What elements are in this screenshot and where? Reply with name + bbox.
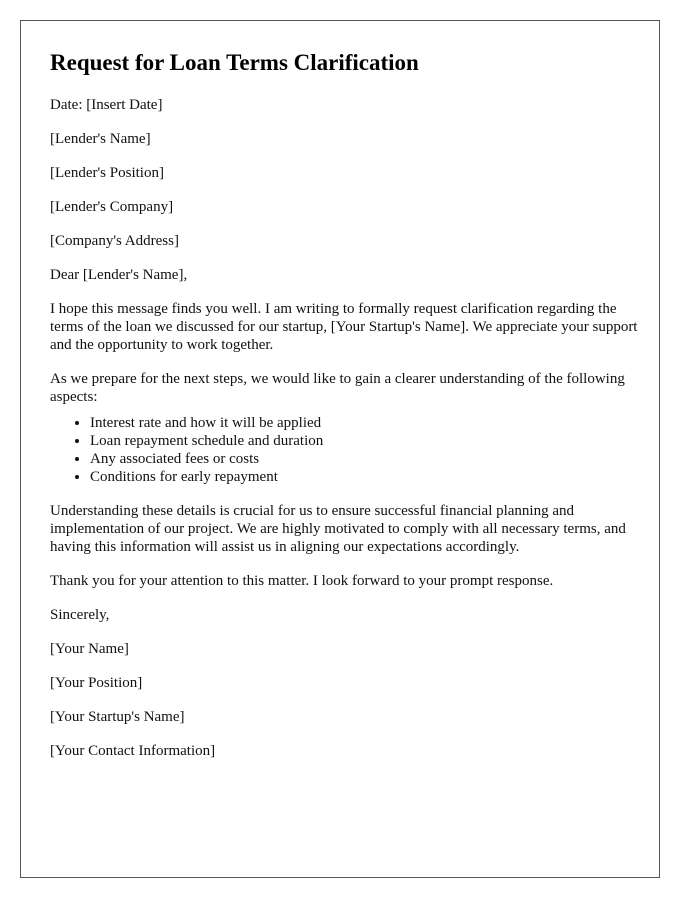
intro-paragraph: I hope this message finds you well. I am writing to formally request clarification regarding the terms of the loan we discussed for our startup, [Your Startup's Name]. We appreciate your support and the opportunity to work together. <box>50 301 638 353</box>
recipient-address: [Company's Address] <box>50 233 179 249</box>
recipient-name: [Lender's Name] <box>50 131 151 147</box>
letter-page <box>20 20 660 878</box>
list-item: • Conditions for early repayment <box>90 468 638 486</box>
list-item: • Any associated fees or costs <box>90 450 638 468</box>
aspects-list <box>50 414 638 486</box>
thanks-paragraph: Thank you for your attention to this matter. I look forward to your prompt response. <box>50 573 554 589</box>
list-item: • Loan repayment schedule and duration <box>90 432 638 450</box>
salutation: Dear [Lender's Name], <box>50 267 188 283</box>
date-line: Date: [Insert Date] <box>50 97 163 113</box>
signature-contact: [Your Contact Information] <box>50 743 216 759</box>
letter-content <box>50 49 638 776</box>
details-paragraph: Understanding these details is crucial for us to ensure successful financial planning and implementation of our project. We are highly motivated to comply with all necessary terms, and having this information will assist us in aligning our expectations accordingly. <box>50 503 626 555</box>
recipient-position: [Lender's Position] <box>50 165 164 181</box>
signature-name: [Your Name] <box>50 641 129 657</box>
aspects-intro-paragraph: As we prepare for the next steps, we would like to gain a clearer understanding of the following aspects: <box>50 371 625 405</box>
letter-title: Request for Loan Terms Clarification <box>50 50 419 75</box>
list-item: • Interest rate and how it will be applied <box>90 414 638 432</box>
signature-startup: [Your Startup's Name] <box>50 709 185 725</box>
closing: Sincerely, <box>50 607 110 623</box>
recipient-company: [Lender's Company] <box>50 199 174 215</box>
signature-position: [Your Position] <box>50 675 143 691</box>
